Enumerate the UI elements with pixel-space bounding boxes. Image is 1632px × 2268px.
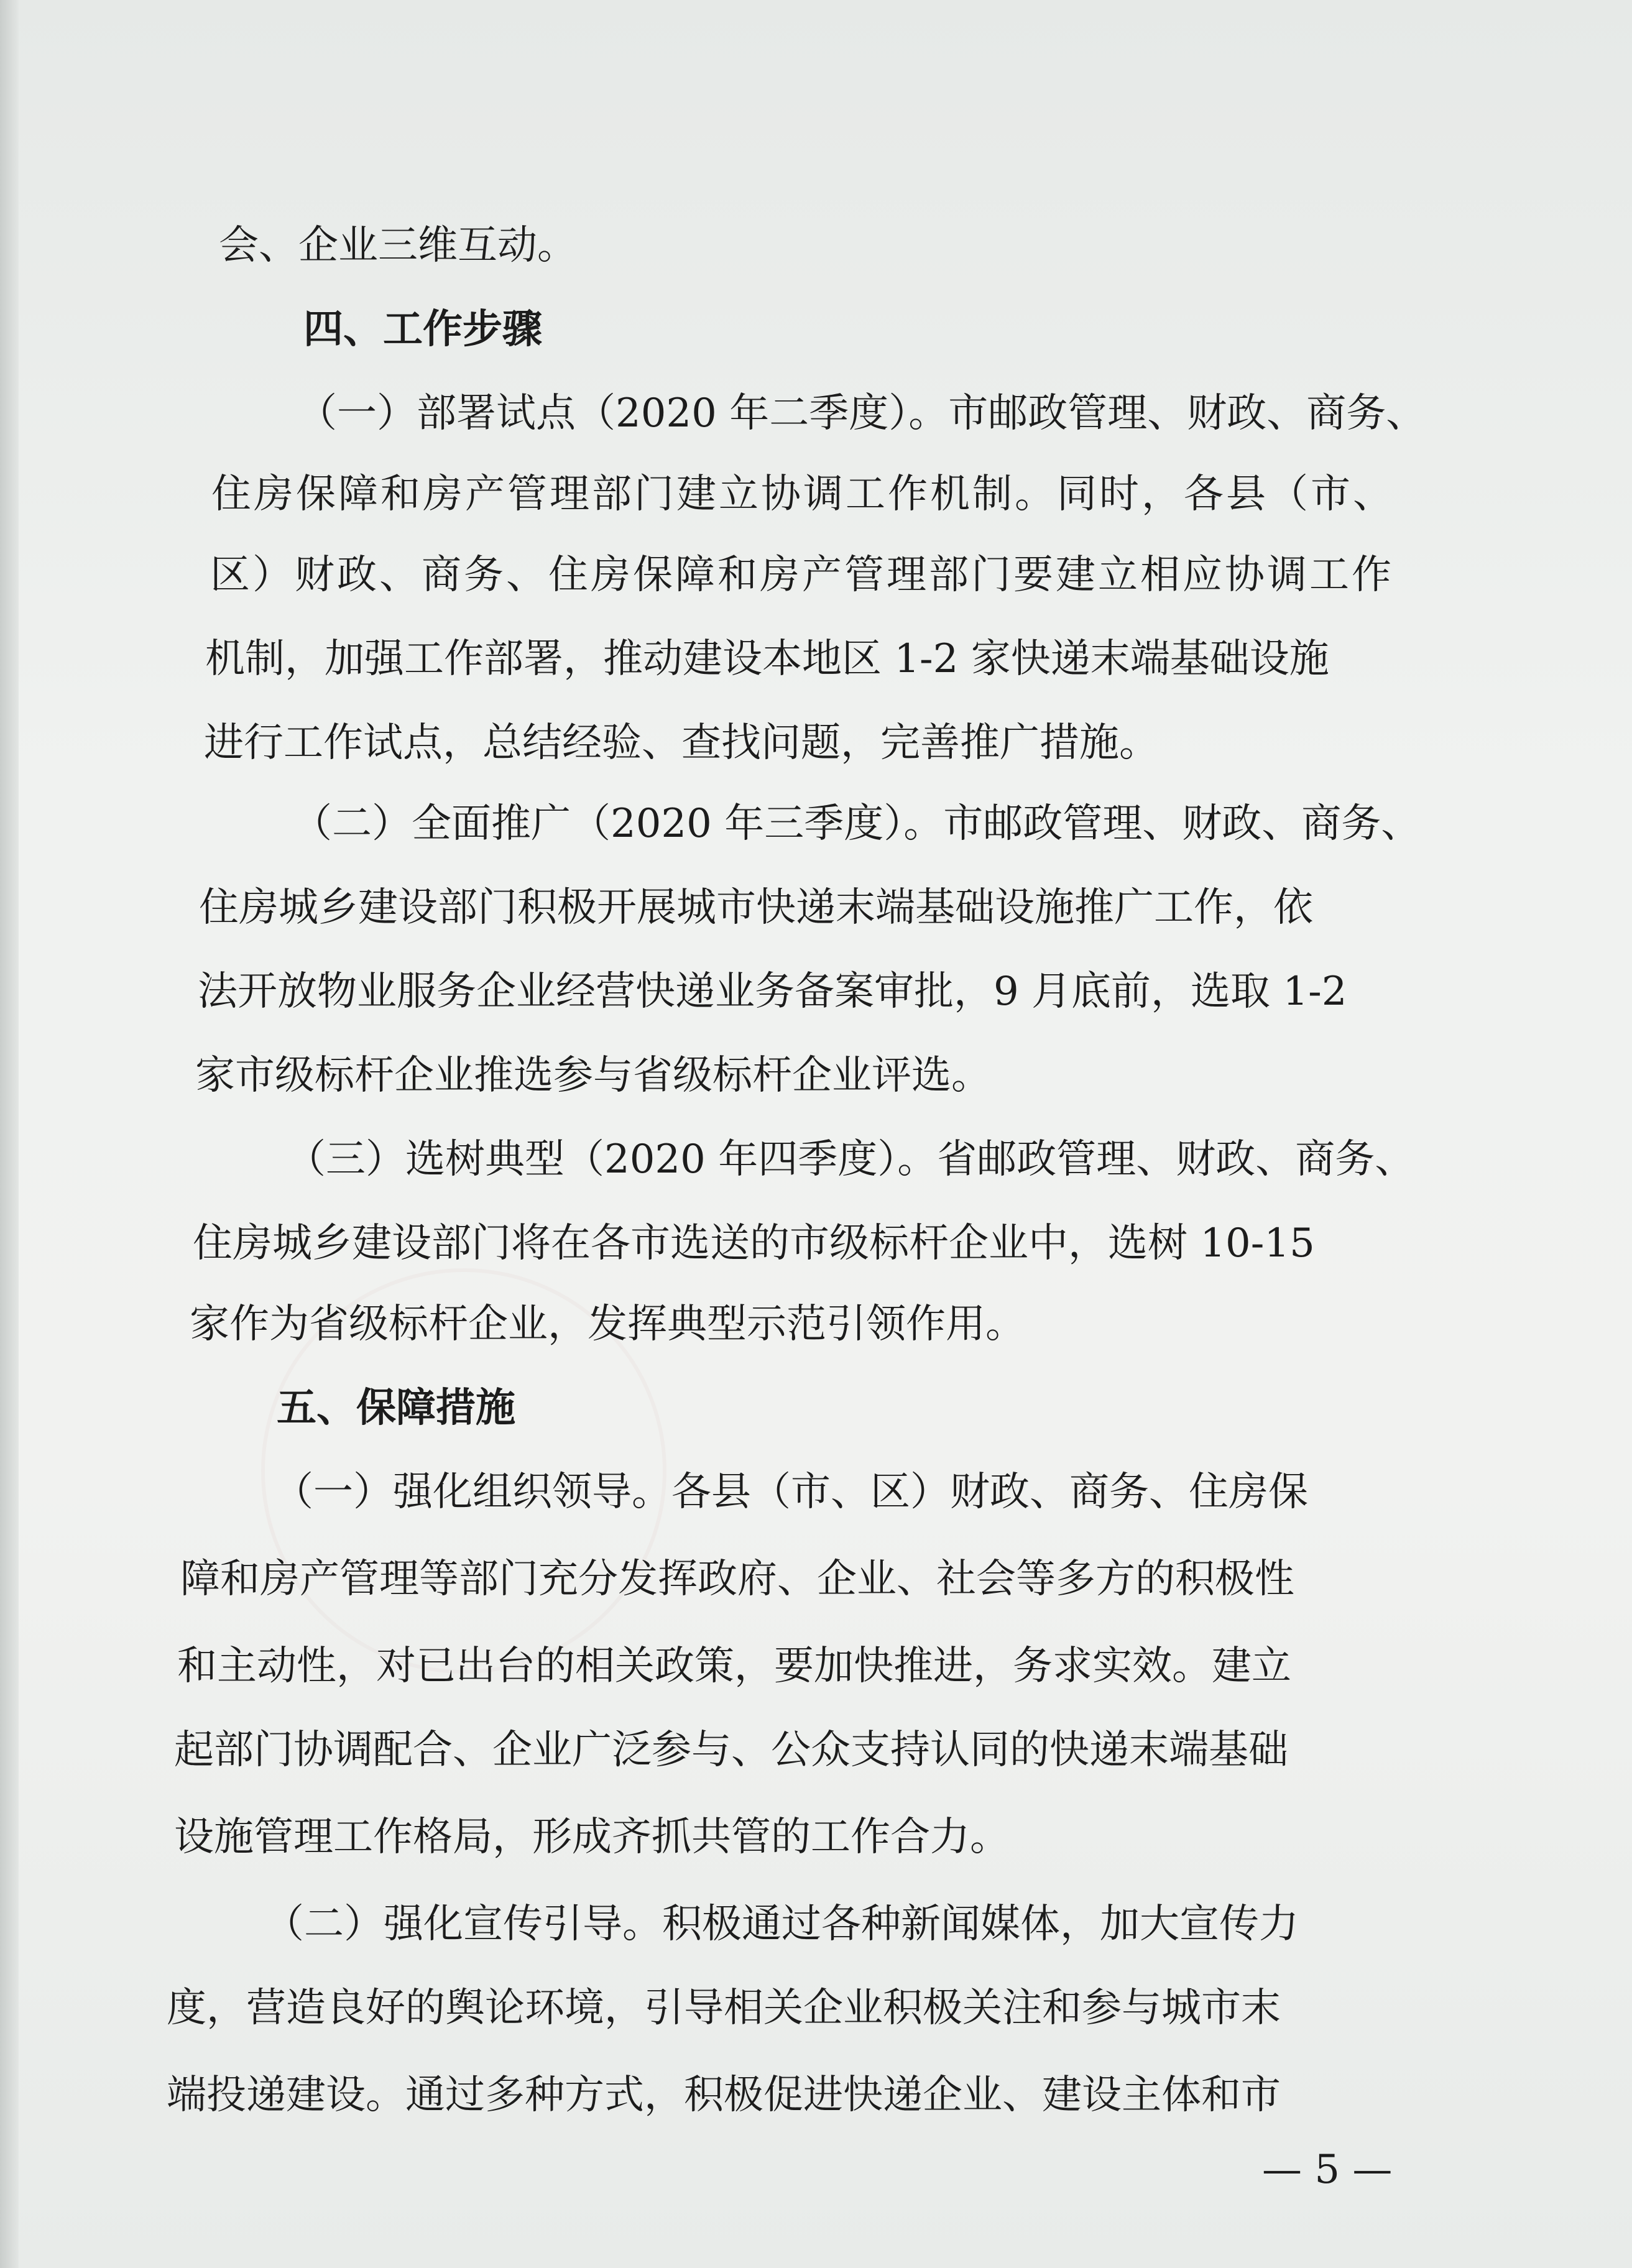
page-number: — 5 — (1262, 2147, 1393, 2193)
page-edge-shadow (0, 0, 19, 2268)
document-page: 会、企业三维互动。 四、工作步骤 （一）部署试点（2020 年二季度）。市邮政管理、财政、商务、 住房保障和房产管理部门建立协调工作机制。同时，各县（市、 区）财政、商务、住房保障和房产管理部门要建立相应协调工作 机制，加强工作部署，推动建设本地区 1-2 家快递末端基础设施 进行工作试点，总结经验、查找问题，完善推广措施。 （二）全面推广（2020 年三季度）。市邮政管理、财政、商务、 住房城乡建设部门积极开展城市快递末端基础设施推广工作，依 法开放物业服务企业经营快递业务备案审批，9 月底前，选取 1-2 家市级标杆企业推选参与省级标杆企业评选。 （三）选树典型（2020 年四季度）。省邮政管理、财政、商务、 住房城乡建设部门将在各市选送的市级标杆企业中，选树 10-15 家作为省级标杆企业，发挥典型示范引领作用。 五、保障措施 （一）强化组织领导。各县（市、区）财政、商务、住房保 障和房产管理等部门充分发挥政府、企业、社会等多方的积极性 和主动性，对已出台的相关政策，要加快推进，务求实效。建立 起部门协调配合、企业广泛参与、公众支持认同的快递末端基础 设施管理工作格局，形成齐抓共管的工作合力。 （二）强化宣传引导。积极通过各种新闻媒体，加大宣传力 度，营造良好的舆论环境，引导相关企业积极关注和参与城市末 端投递建设。通过多种方式，积极促进快递企业、建设主体和市 — 5 — (0, 0, 1632, 2268)
